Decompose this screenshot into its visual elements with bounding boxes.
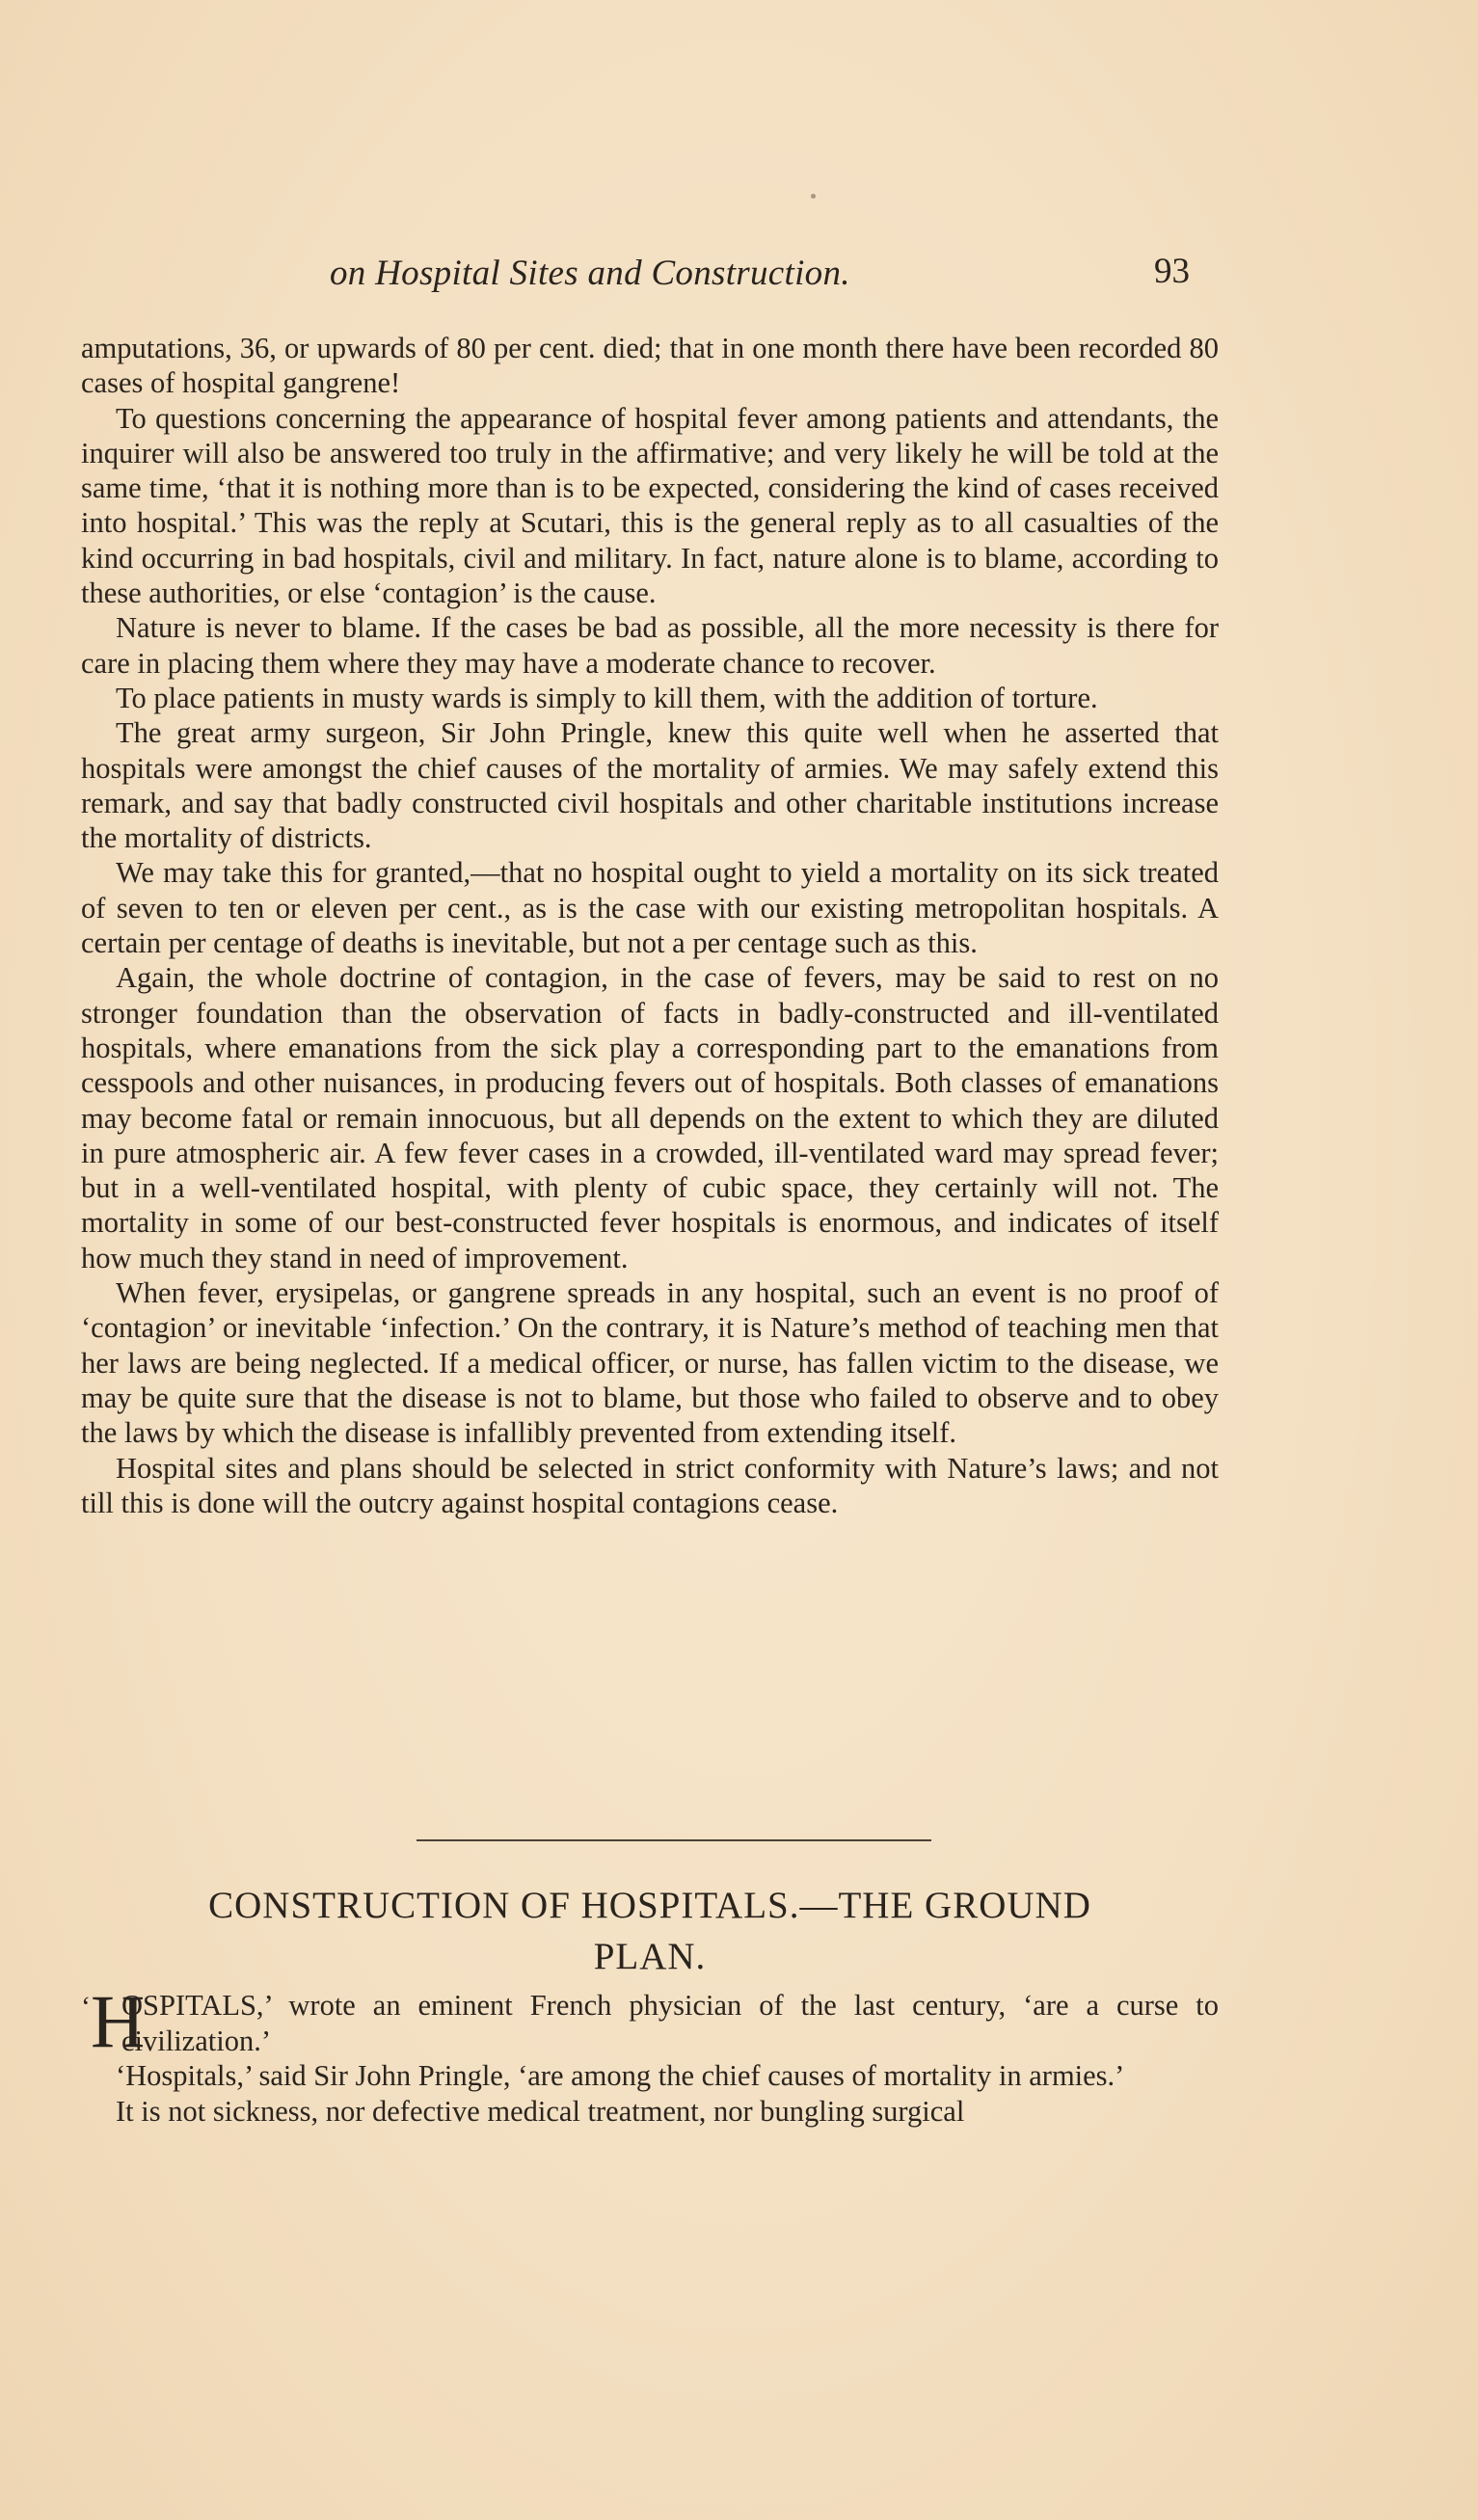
section-text xyxy=(81,1979,1219,2129)
drop-cap: H xyxy=(91,1979,146,2063)
paragraph-dropcap xyxy=(81,1979,1219,2063)
section-title xyxy=(81,1880,1219,1982)
paragraph: It is not sickness, nor defective medical treatment, nor bungling surgical xyxy=(116,2094,965,2128)
ink-speck xyxy=(811,194,816,199)
paragraph: To questions concerning the appearance of hospital fever among patients and attendants, the inquirer will also be answered too truly in the affirmative; and very likely he will be told at the same time, ‘that it is nothing more than is to be expected, considering the kind of cases received into hospital.’ This was the reply at Scutari, this is the general reply as to all casualties of the kind occurring in bad hospitals, civil and military. In fact, nature alone is to blame, according to these authorities, or else ‘contagion’ is the cause. xyxy=(81,401,1219,610)
paragraph: Again, the whole doctrine of contagion, in the case of fevers, may be said to rest on no stronger foundation than the observation of facts in badly-constructed and ill-ventilated hospitals, where emanations from the sick play a corresponding part to the emanations from cesspools and other nuisances, in producing fevers out of hospitals. Both classes of emanations may become fatal or remain innocuous, but all depends on the extent to which they are diluted in pure atmospheric air. A few fever cases in a crowded, ill-ventilated ward may spread fever; but in a well-ventilated hospital, with plenty of cubic space, they certainly will not. The mortality in some of our best-constructed fever hospitals is enormous, and indicates of itself how much they stand in need of improvement. xyxy=(81,961,1219,1274)
section-divider xyxy=(417,1839,931,1841)
paragraph: We may take this for granted,—that no hospital ought to yield a mortality on its sick treated of seven to ten or eleven per cent., as is the case with our existing metropolitan hospitals. A certain per centage of deaths is inevitable, but not a per centage such as this. xyxy=(81,856,1219,960)
paragraph: amputations, 36, or upwards of 80 per cent. died; that in one month there have been recorded 80 cases of hospital gangrene! xyxy=(81,332,1219,400)
section-title-line: PLAN. xyxy=(593,1936,707,1977)
page-header xyxy=(81,249,1219,307)
section-title-line: CONSTRUCTION OF HOSPITALS.—THE GROUND xyxy=(208,1885,1091,1926)
paragraph: The great army surgeon, Sir John Pringle, knew this quite well when he asserted that hospitals were amongst the chief causes of the mortality of armies. We may safely extend this remark, and say that badly constructed civil hospitals and other charitable institutions increase the mortality of districts. xyxy=(81,716,1219,855)
paragraph: Nature is never to blame. If the cases be bad as possible, all the more necessity is there for care in placing them where they may have a moderate chance to recover. xyxy=(81,611,1219,680)
paragraph: ‘Hospitals,’ said Sir John Pringle, ‘are among the chief causes of mortality in armies.’ xyxy=(116,2059,1125,2092)
paragraph: To place patients in musty wards is simply to kill them, with the addition of torture. xyxy=(116,681,1098,714)
paragraph-text: OSPITALS,’ wrote an eminent French physician of the last century, ‘are a curse to civilization.’ xyxy=(121,1989,1219,2057)
opening-quote: ‘ xyxy=(81,1991,91,2023)
paragraph: When fever, erysipelas, or gangrene spreads in any hospital, such an event is no proof of ‘contagion’ or inevitable ‘infection.’ On the contrary, it is Nature’s method of teaching men that her laws are being neglected. If a medical officer, or nurse, has fallen victim to the disease, we may be quite sure that the disease is not to blame, but those who failed to observe and to obey the laws by which the disease is infallibly prevented from extending itself. xyxy=(81,1276,1219,1450)
paragraph: Hospital sites and plans should be selected in strict conformity with Nature’s laws; and not till this is done will the outcry against hospital contagions cease. xyxy=(81,1451,1219,1519)
running-title: on Hospital Sites and Construction. xyxy=(330,254,850,293)
page-number: 93 xyxy=(1154,252,1190,291)
body-text xyxy=(81,331,1219,1520)
